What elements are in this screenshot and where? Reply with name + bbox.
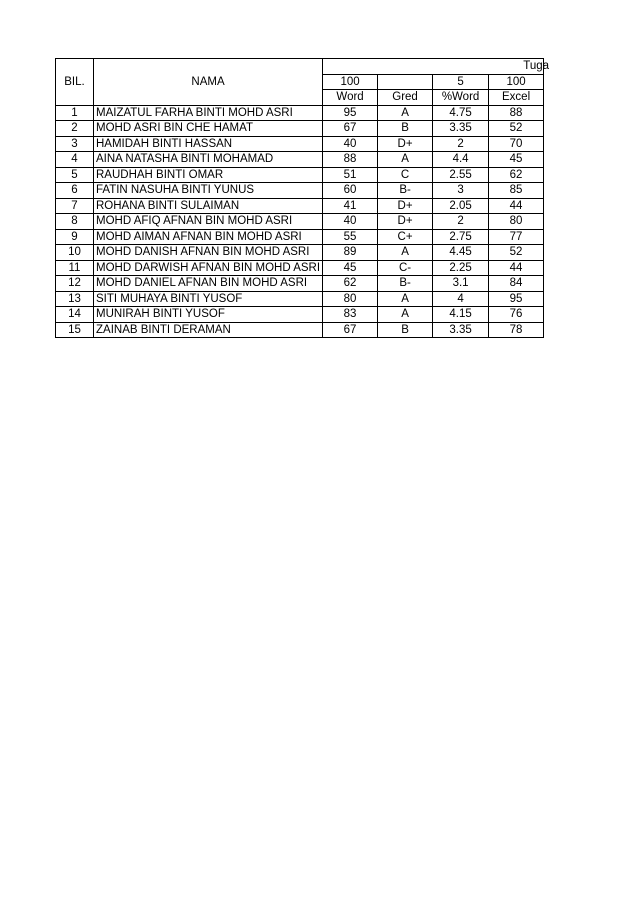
gred-cell[interactable]: C+ — [378, 229, 433, 245]
excel-cell[interactable]: 44 — [489, 260, 544, 276]
excel-cell[interactable]: 52 — [489, 121, 544, 137]
pct-word-cell[interactable]: 3 — [433, 183, 489, 199]
excel-cell[interactable]: 95 — [489, 291, 544, 307]
grades-table — [55, 58, 550, 338]
word-cell[interactable]: 41 — [323, 198, 378, 214]
table-header — [56, 59, 550, 106]
table-row — [56, 260, 544, 276]
gred-cell[interactable]: D+ — [378, 214, 433, 230]
excel-cell[interactable]: 70 — [489, 136, 544, 152]
pct-word-cell[interactable]: 2 — [433, 214, 489, 230]
word-column-header[interactable]: Word — [323, 90, 378, 106]
excel-cell[interactable]: 78 — [489, 322, 544, 338]
gred-cell[interactable]: B- — [378, 276, 433, 292]
nama-cell[interactable]: MUNIRAH BINTI YUSOF — [94, 307, 323, 323]
word-cell[interactable]: 45 — [323, 260, 378, 276]
nama-cell[interactable]: MOHD DANISH AFNAN BIN MOHD ASRI — [94, 245, 323, 261]
gred-cell[interactable]: A — [378, 245, 433, 261]
header-row-1 — [56, 59, 544, 75]
excel-cell[interactable]: 45 — [489, 152, 544, 168]
max-excel-cell[interactable]: 100 — [489, 74, 544, 90]
table-row — [56, 276, 544, 292]
max-word-cell[interactable]: 100 — [323, 74, 378, 90]
gred-cell[interactable]: B — [378, 322, 433, 338]
table-row — [56, 136, 544, 152]
group-header-label: Tuga — [523, 60, 550, 72]
nama-cell[interactable]: MAIZATUL FARHA BINTI MOHD ASRI — [94, 105, 323, 121]
bil-cell[interactable]: 6 — [56, 183, 94, 199]
nama-cell[interactable]: HAMIDAH BINTI HASSAN — [94, 136, 323, 152]
max-pct-word-cell[interactable]: 5 — [433, 74, 489, 90]
pct-word-cell[interactable]: 4.15 — [433, 307, 489, 323]
gred-cell[interactable]: A — [378, 291, 433, 307]
pct-word-cell[interactable]: 4 — [433, 291, 489, 307]
word-cell[interactable]: 67 — [323, 121, 378, 137]
excel-cell[interactable]: 88 — [489, 105, 544, 121]
word-cell[interactable]: 40 — [323, 214, 378, 230]
word-cell[interactable]: 67 — [323, 322, 378, 338]
excel-cell[interactable]: 44 — [489, 198, 544, 214]
word-cell[interactable]: 60 — [323, 183, 378, 199]
nama-cell[interactable]: ROHANA BINTI SULAIMAN — [94, 198, 323, 214]
bil-cell[interactable]: 10 — [56, 245, 94, 261]
gred-cell[interactable]: A — [378, 307, 433, 323]
pct-word-cell[interactable]: 3.35 — [433, 322, 489, 338]
word-cell[interactable]: 89 — [323, 245, 378, 261]
bil-cell[interactable]: 15 — [56, 322, 94, 338]
excel-cell[interactable]: 77 — [489, 229, 544, 245]
nama-cell[interactable]: ZAINAB BINTI DERAMAN — [94, 322, 323, 338]
word-cell[interactable]: 40 — [323, 136, 378, 152]
pct-word-cell[interactable]: 2.55 — [433, 167, 489, 183]
bil-cell[interactable]: 1 — [56, 105, 94, 121]
pct-word-cell[interactable]: 2.25 — [433, 260, 489, 276]
word-cell[interactable]: 80 — [323, 291, 378, 307]
max-gred-cell[interactable] — [378, 74, 433, 90]
bil-cell[interactable]: 4 — [56, 152, 94, 168]
excel-cell[interactable]: 52 — [489, 245, 544, 261]
bil-cell[interactable]: 8 — [56, 214, 94, 230]
excel-column-header[interactable]: Excel — [489, 90, 544, 106]
table-row — [56, 152, 544, 168]
excel-cell[interactable]: 76 — [489, 307, 544, 323]
pct-word-cell[interactable]: 3.1 — [433, 276, 489, 292]
group-header[interactable] — [323, 59, 550, 75]
bil-cell[interactable]: 5 — [56, 167, 94, 183]
bil-cell[interactable]: 14 — [56, 307, 94, 323]
bil-cell[interactable]: 13 — [56, 291, 94, 307]
excel-cell[interactable]: 62 — [489, 167, 544, 183]
table-row — [56, 105, 544, 121]
table-row — [56, 198, 544, 214]
pct-word-cell[interactable]: 2 — [433, 136, 489, 152]
table-row — [56, 214, 544, 230]
nama-cell[interactable]: SITI MUHAYA BINTI YUSOF — [94, 291, 323, 307]
bil-cell[interactable]: 11 — [56, 260, 94, 276]
pct-word-cell[interactable]: 4.75 — [433, 105, 489, 121]
pct-word-cell[interactable]: 4.4 — [433, 152, 489, 168]
table-body — [56, 105, 544, 338]
table-row — [56, 245, 544, 261]
excel-cell[interactable]: 85 — [489, 183, 544, 199]
word-cell[interactable]: 88 — [323, 152, 378, 168]
bil-cell[interactable]: 2 — [56, 121, 94, 137]
bil-cell[interactable]: 12 — [56, 276, 94, 292]
nama-cell[interactable]: MOHD AIMAN AFNAN BIN MOHD ASRI — [94, 229, 323, 245]
excel-cell[interactable]: 84 — [489, 276, 544, 292]
nama-cell[interactable]: RAUDHAH BINTI OMAR — [94, 167, 323, 183]
nama-cell[interactable]: AINA NATASHA BINTI MOHAMAD — [94, 152, 323, 168]
gred-cell[interactable]: D+ — [378, 198, 433, 214]
bil-cell[interactable]: 7 — [56, 198, 94, 214]
table-row — [56, 291, 544, 307]
gred-cell[interactable]: C — [378, 167, 433, 183]
gred-cell[interactable]: D+ — [378, 136, 433, 152]
gred-column-header[interactable]: Gred — [378, 90, 433, 106]
pct-word-cell[interactable]: 2.05 — [433, 198, 489, 214]
word-cell[interactable]: 83 — [323, 307, 378, 323]
gred-cell[interactable]: A — [378, 152, 433, 168]
nama-header[interactable]: NAMA — [94, 59, 323, 106]
gred-cell[interactable]: A — [378, 105, 433, 121]
pct-word-column-header[interactable]: %Word — [433, 90, 489, 106]
nama-cell[interactable]: FATIN NASUHA BINTI YUNUS — [94, 183, 323, 199]
bil-cell[interactable]: 9 — [56, 229, 94, 245]
bil-header[interactable]: BIL. — [56, 59, 94, 106]
word-cell[interactable]: 51 — [323, 167, 378, 183]
pct-word-cell[interactable]: 2.75 — [433, 229, 489, 245]
word-cell[interactable]: 95 — [323, 105, 378, 121]
word-cell[interactable]: 55 — [323, 229, 378, 245]
nama-cell[interactable]: MOHD DANIEL AFNAN BIN MOHD ASRI — [94, 276, 323, 292]
pct-word-cell[interactable]: 4.45 — [433, 245, 489, 261]
nama-cell[interactable]: MOHD AFIQ AFNAN BIN MOHD ASRI — [94, 214, 323, 230]
gred-cell[interactable]: C- — [378, 260, 433, 276]
word-cell[interactable]: 62 — [323, 276, 378, 292]
table-row — [56, 229, 544, 245]
nama-cell[interactable]: MOHD ASRI BIN CHE HAMAT — [94, 121, 323, 137]
table-row — [56, 183, 544, 199]
nama-cell[interactable]: MOHD DARWISH AFNAN BIN MOHD ASRI — [94, 260, 323, 276]
table-row — [56, 121, 544, 137]
pct-word-cell[interactable]: 3.35 — [433, 121, 489, 137]
bil-cell[interactable]: 3 — [56, 136, 94, 152]
table-row — [56, 167, 544, 183]
table-row — [56, 322, 544, 338]
table-row — [56, 307, 544, 323]
excel-cell[interactable]: 80 — [489, 214, 544, 230]
gred-cell[interactable]: B — [378, 121, 433, 137]
gred-cell[interactable]: B- — [378, 183, 433, 199]
